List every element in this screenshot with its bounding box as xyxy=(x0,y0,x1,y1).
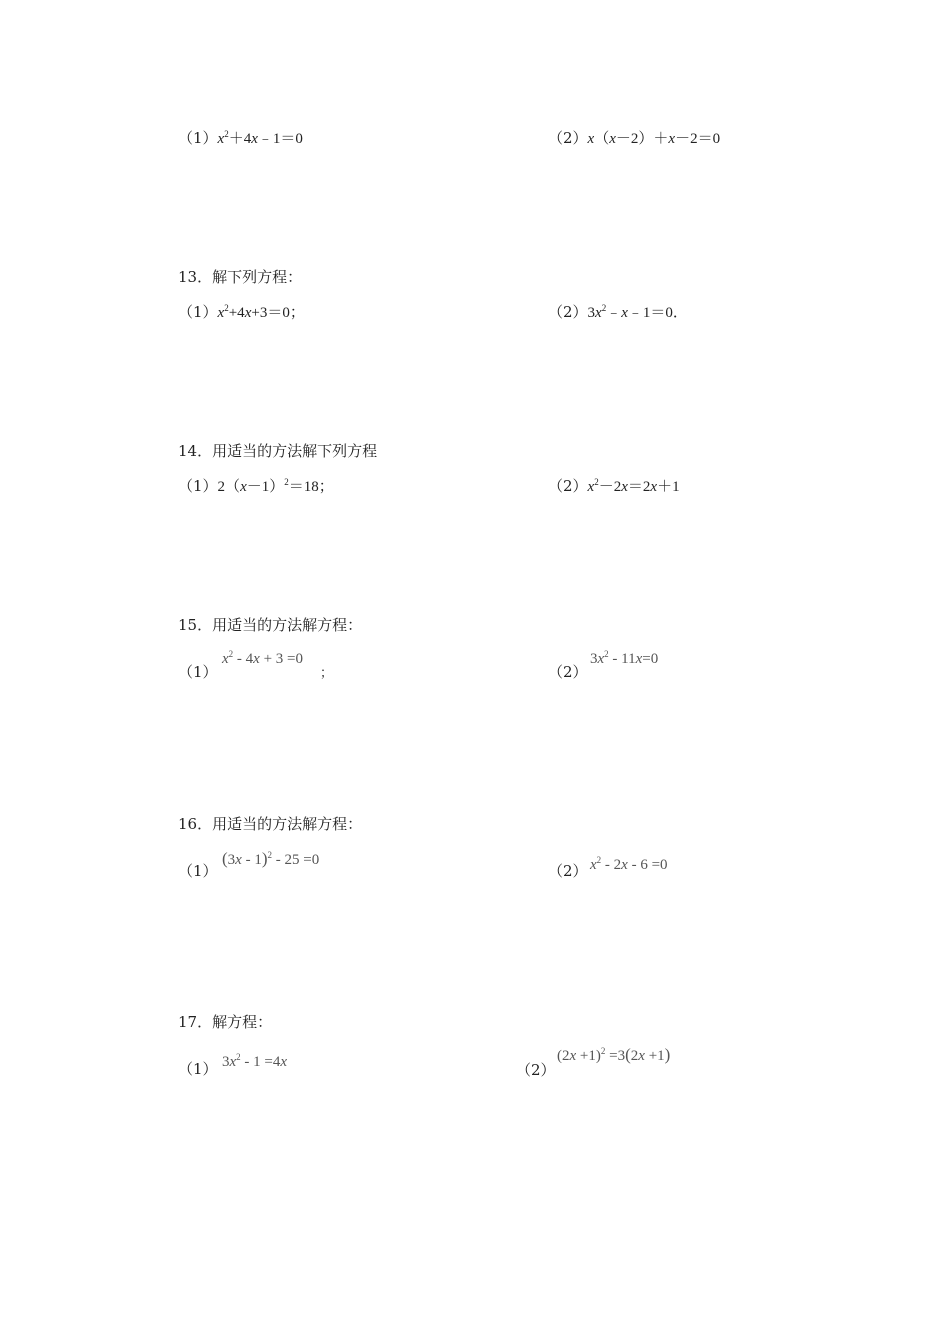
problem-12-part-1 xyxy=(178,128,303,149)
problem-16-part-1-label: （1） xyxy=(178,862,218,880)
problem-17-part-2-equation: $(2x +1)^2 =3(2x +1)$ xyxy=(557,1045,671,1064)
problem-14-part-1 xyxy=(178,476,334,497)
problem-16-heading: 16．用适当的方法解方程： xyxy=(178,815,363,833)
equation: x（x－2）＋x－2＝0 xyxy=(587,131,721,147)
part-label: （2） xyxy=(548,129,588,147)
problem-16-part-1-equation: (3x - 1)$^2$ - 25 =0 xyxy=(222,849,320,868)
equation: $x^2+4x+3=0$； xyxy=(217,303,305,321)
part-label: （2） xyxy=(548,303,588,321)
problem-15-part-1-suffix: ； xyxy=(320,666,334,681)
problem-17-heading: 17．解方程： xyxy=(178,1013,273,1031)
problem-14-part-2 xyxy=(548,476,680,497)
equation: $x^2+4x﹣1=0$ xyxy=(217,129,303,147)
problem-17-part-1-equation: $3x^2 - 1 =4x$ xyxy=(222,1052,288,1070)
problem-13-part-1 xyxy=(178,302,305,323)
part-label: （1） xyxy=(178,303,218,321)
problem-12-part-2 xyxy=(548,128,720,149)
problem-16-part-2-equation: $x^2 - 2x - 6 =0$ xyxy=(590,855,668,873)
part-label: （1） xyxy=(178,129,218,147)
problem-16-part-2-label: （2） xyxy=(548,862,588,880)
problem-17-part-1-label: （1） xyxy=(178,1060,218,1078)
problem-15-part-1-label: （1） xyxy=(178,663,218,681)
problem-14-heading: 14．用适当的方法解下列方程 xyxy=(178,442,378,460)
problem-13-heading: 13．解下列方程： xyxy=(178,268,303,286)
problem-15-part-2-equation: $3x^2 - 11x=0$ xyxy=(590,649,659,667)
equation: $3x^2﹣x﹣1=0$． xyxy=(587,303,688,321)
problem-15-heading: 15．用适当的方法解方程： xyxy=(178,616,363,634)
equation: $x^2-2x=2x+1$ xyxy=(587,477,680,495)
part-label: （1） xyxy=(178,477,218,495)
equation: $2(x-1)^2=18$； xyxy=(217,477,334,495)
problem-15-part-1-equation: $x^2 - 4x + 3 =0$ xyxy=(222,649,304,667)
part-label: （2） xyxy=(548,477,588,495)
problem-13-part-2 xyxy=(548,302,688,323)
problem-17-part-2-label: （2） xyxy=(516,1061,556,1079)
problem-15-part-2-label: （2） xyxy=(548,663,588,681)
